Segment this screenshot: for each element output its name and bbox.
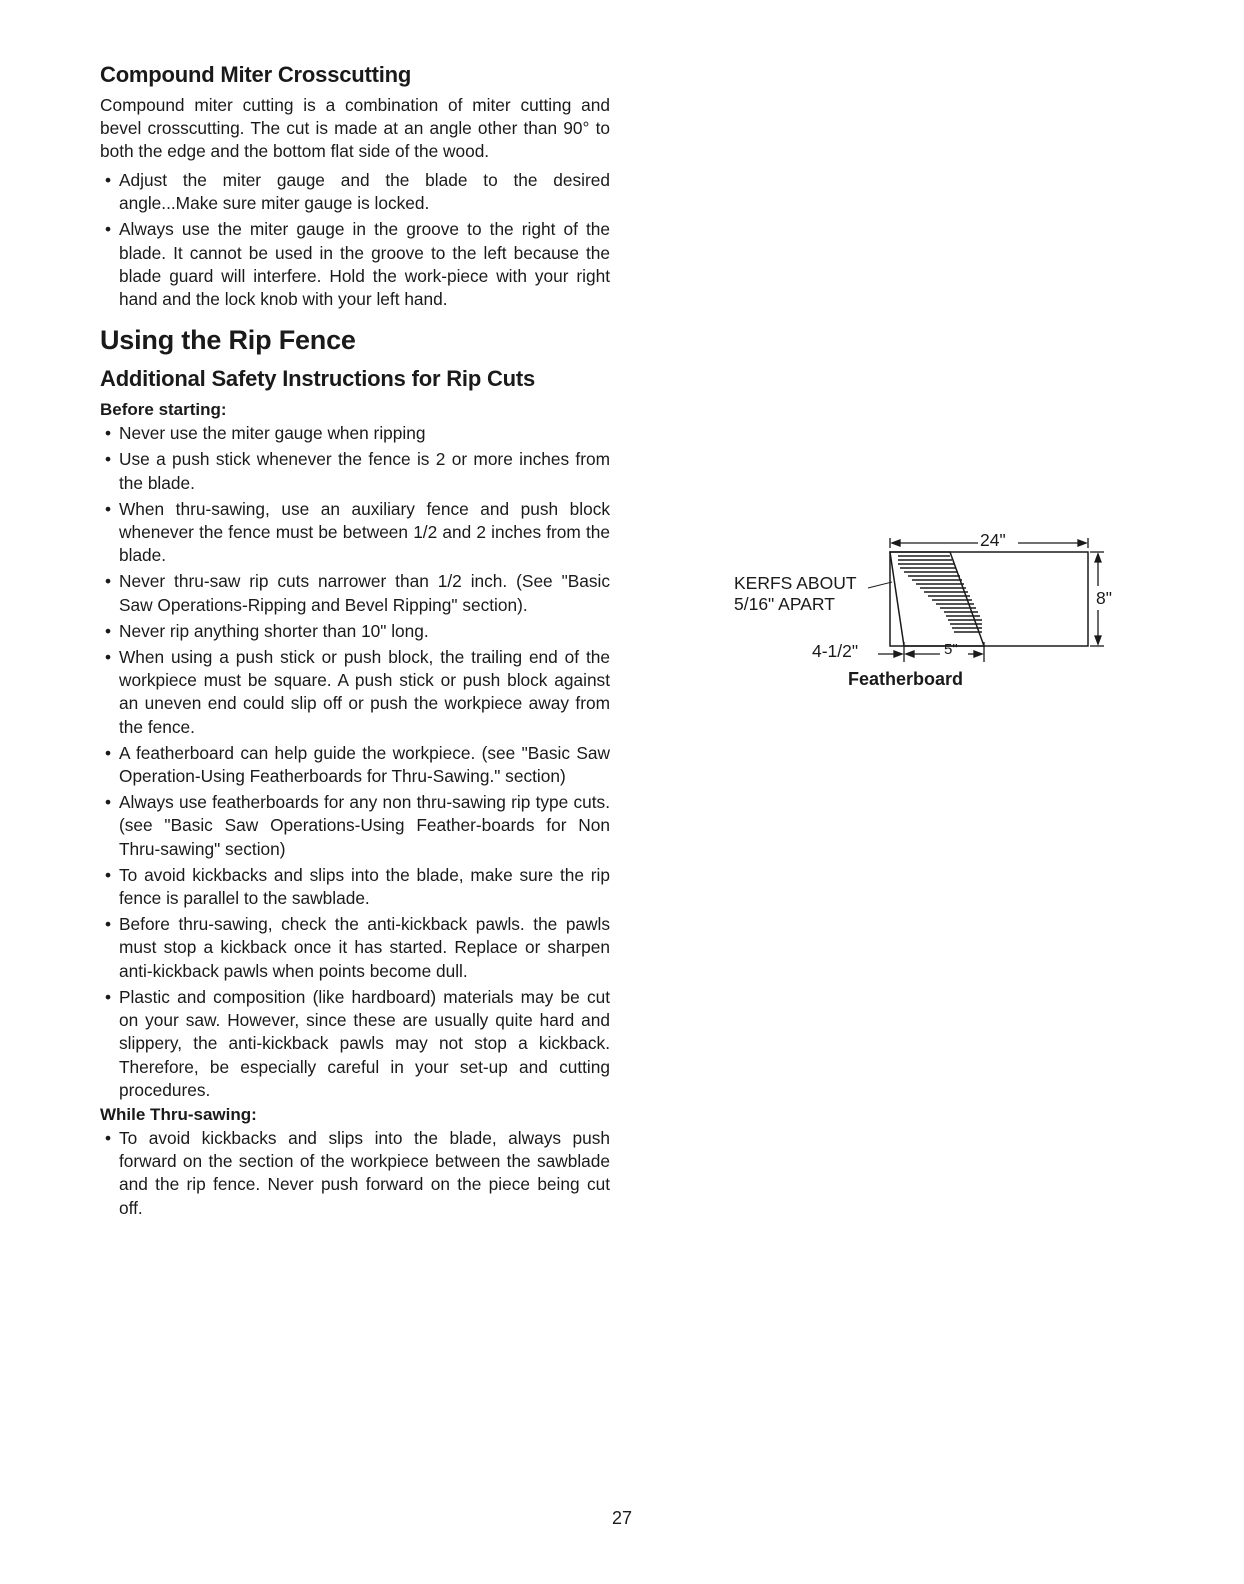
- list-item: • Adjust the miter gauge and the blade to the desired angle...Make sure miter gauge is locked.: [100, 169, 610, 215]
- featherboard-figure: [728, 530, 1128, 700]
- main-column: [100, 62, 610, 1223]
- before-starting-bullets: [100, 422, 610, 1102]
- list-item: • To avoid kickbacks and slips into the blade, always push forward on the section of the workpiece between the sawblade and the rip fence. Never push forward on the piece being cut off.: [100, 1127, 610, 1220]
- kerfs-label: [734, 573, 857, 615]
- kerf-leader: [868, 582, 892, 588]
- list-item: • When thru-sawing, use an auxiliary fence and push block whenever the fence must be between 1/2 and 2 inches from the blade.: [100, 498, 610, 568]
- compound-miter-intro: Compound miter cutting is a combination of miter cutting and bevel crosscutting. The cut is made at an angle other than 90° to both the edge and the bottom flat side of the wood.: [100, 95, 610, 161]
- list-item: • Never thru-saw rip cuts narrower than 1/2 inch. (See "Basic Saw Operations-Ripping and Bevel Ripping" section).: [100, 570, 610, 616]
- dimension-5-label: 5": [944, 641, 958, 658]
- board-outline: [890, 552, 1088, 646]
- list-item: • Always use the miter gauge in the groove to the right of the blade. It cannot be used in the groove to the left because the blade guard will interfere. Hold the work-piece with your right hand and the lock knob with your left hand.: [100, 218, 610, 311]
- while-thru-sawing-label: While Thru-sawing:: [100, 1104, 257, 1124]
- dimension-8-label: 8": [1096, 588, 1112, 608]
- before-starting-label: Before starting:: [100, 400, 227, 420]
- kerfs-label-line2: 5/16" APART: [734, 594, 835, 614]
- dimension-24-label: 24": [980, 530, 1006, 550]
- list-item: • To avoid kickbacks and slips into the blade, make sure the rip fence is parallel to the sawblade.: [100, 864, 610, 910]
- section-heading-compound-miter: Compound Miter Crosscutting: [100, 62, 412, 87]
- section-title-rip-fence: Using the Rip Fence: [100, 325, 356, 356]
- list-item: • Never rip anything shorter than 10" long.: [100, 620, 610, 643]
- figure-caption: Featherboard: [848, 669, 964, 689]
- list-item: • Plastic and composition (like hardboard) materials may be cut on your saw. However, since these are usually quite hard and slippery, the anti-kickback pawls may not stop a kickback. Therefore, be especially careful in your set-up and cutting procedures.: [100, 986, 610, 1102]
- list-item: • Before thru-sawing, check the anti-kickback pawls. the pawls must stop a kickback once it has started. Replace or sharpen anti-kickback pawls when points become dull.: [100, 913, 610, 983]
- page-number: 27: [611, 1508, 633, 1528]
- list-item: • A featherboard can help guide the workpiece. (see "Basic Saw Operation-Using Featherboards for Thru-Sawing." section): [100, 742, 610, 788]
- kerf-hatch: [898, 556, 982, 632]
- kerfs-label-line1: KERFS ABOUT: [734, 573, 857, 593]
- list-item: • Always use featherboards for any non thru-sawing rip type cuts. (see "Basic Saw Operations-Using Feather-boards for Non Thru-sawing" section): [100, 791, 610, 861]
- subsection-heading-rip-safety: Additional Safety Instructions for Rip Cuts: [100, 366, 536, 392]
- list-item: • When using a push stick or push block, the trailing end of the workpiece must be square. A push stick or push block against an uneven end could slip off or push the workpiece away from the fence.: [100, 646, 610, 739]
- while-thru-sawing-bullets: [100, 1127, 610, 1220]
- compound-miter-bullets: [100, 169, 610, 311]
- dimension-offset-label: 4-1/2": [812, 641, 859, 661]
- list-item: • Never use the miter gauge when ripping: [100, 422, 610, 445]
- list-item: • Use a push stick whenever the fence is 2 or more inches from the blade.: [100, 448, 610, 494]
- dimension-bottom: [878, 642, 984, 662]
